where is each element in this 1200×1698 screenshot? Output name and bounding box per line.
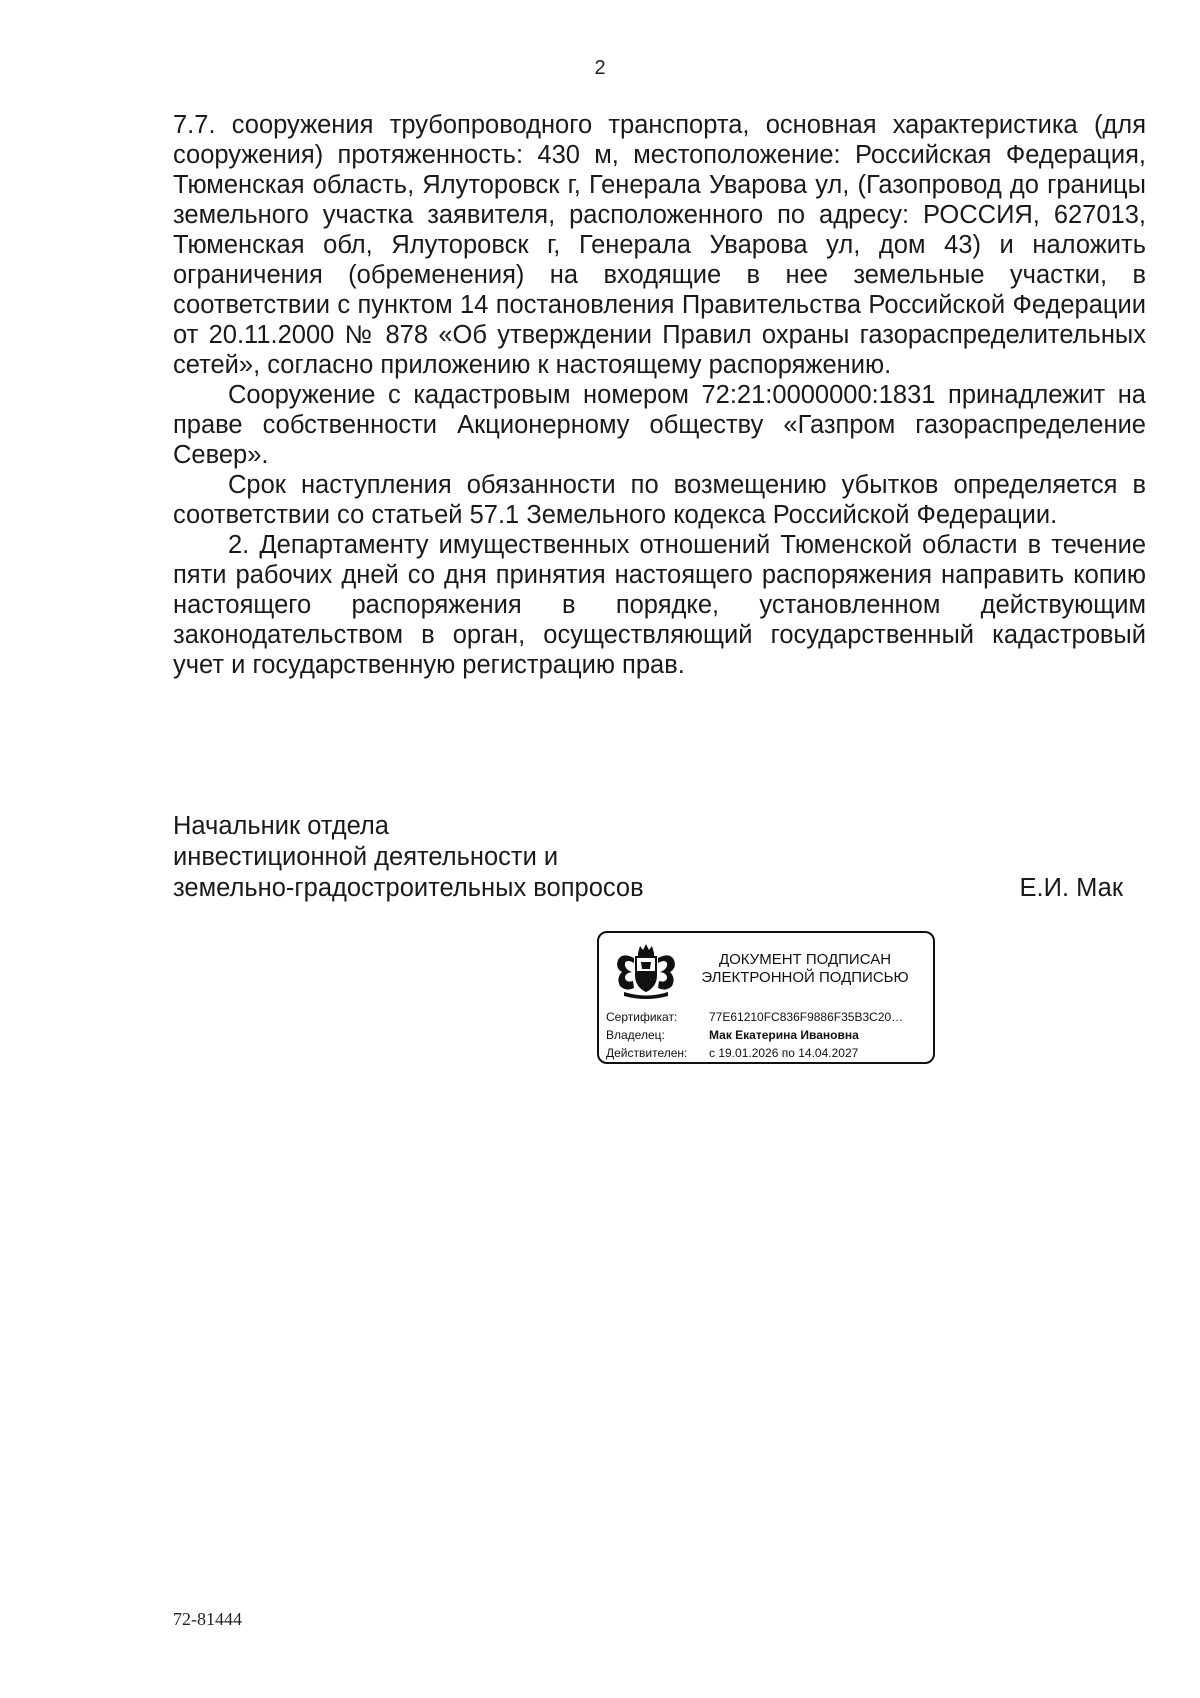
signer-position-line: инвестиционной деятельности и: [173, 843, 559, 871]
page-number: 2: [594, 57, 606, 79]
stamp-row-owner: [606, 1026, 931, 1044]
validity-value: с 19.01.2026 по 14.04.2027: [709, 1046, 859, 1060]
document-body: [173, 110, 1146, 680]
paragraph-ownership: Сооружение с кадастровым номером 72:21:0000000:1831 принадлежит на праве собственности Акционерному обществу «Газпром газораспределение Север».: [173, 381, 1146, 469]
stamp-title: [685, 951, 925, 987]
signer-name: Е.И. Мак: [1019, 874, 1123, 902]
certificate-label: Сертификат:: [606, 1010, 678, 1024]
signer-position-line: земельно-градостроительных вопросов: [173, 874, 644, 902]
coat-of-arms-emblem-icon: [610, 942, 682, 1000]
signature-block: [173, 811, 1123, 904]
stamp-title-line: ЭЛЕКТРОННОЙ ПОДПИСЬЮ: [701, 969, 909, 986]
owner-value: Мак Екатерина Ивановна: [709, 1028, 859, 1042]
paragraph-compensation: Срок наступления обязанности по возмещению убытков определяется в соответствии со статьей 57.1 Земельного кодекса Российской Федерации.: [173, 471, 1146, 529]
paragraph-item-7-7: 7.7. сооружения трубопроводного транспорта, основная характеристика (для сооружения) протяженность: 430 м, местоположение: Российская Федерация, Тюменская область, Ялуторовск г, Генерала Уварова ул, (Газопровод до границы земельного участка заявителя, расположенного по адресу: РОССИЯ, 627013, Тюменская обл, Ялуторовск г, Генерала Уварова ул, дом 43) и наложить ограничения (обременения) на входящие в нее земельные участки, в соответствии с пунктом 14 постановления Правительства Российской Федерации от 20.11.2000 № 878 «Об утверждении Правил охраны газораспределительных сетей», согласно приложению к настоящему распоряжению.: [173, 111, 1146, 379]
stamp-title-line: ДОКУМЕНТ ПОДПИСАН: [718, 951, 892, 968]
stamp-details: [606, 1008, 931, 1062]
owner-label: Владелец:: [606, 1028, 665, 1042]
stamp-row-validity: [606, 1044, 931, 1062]
certificate-value: 77E61210FC836F9886F35B3C20…: [709, 1010, 904, 1024]
signer-position-line: Начальник отдела: [173, 812, 389, 840]
validity-label: Действителен:: [606, 1046, 688, 1060]
stamp-row-certificate: [606, 1008, 931, 1026]
electronic-signature-stamp: [597, 931, 935, 1064]
paragraph-item-2: 2. Департаменту имущественных отношений Тюменской области в течение пяти рабочих дней со дня принятия настоящего распоряжения направить копию настоящего распоряжения в порядке, установленном действующим законодательством в орган, осуществляющий государственный кадастровый учет и государственную регистрацию прав.: [173, 531, 1146, 679]
document-code: 72-81444: [173, 1609, 242, 1629]
